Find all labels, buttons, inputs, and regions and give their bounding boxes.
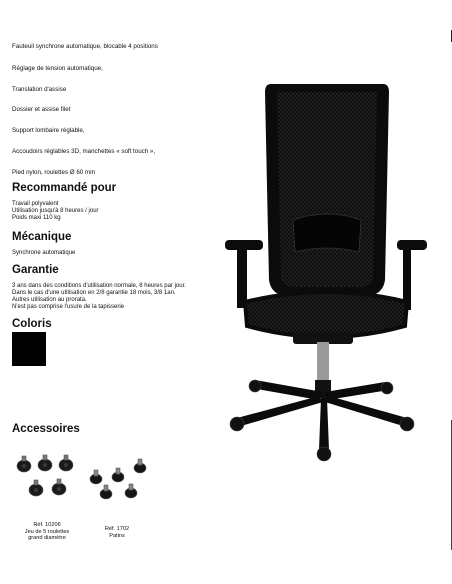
spec-line-synchrone: Fauteuil synchrone automatique, blocable 4 positions <box>12 43 158 50</box>
mecanique-heading: Mécanique <box>12 231 72 243</box>
seat <box>245 292 407 337</box>
recommande-line: Poids maxi 110 kg <box>12 215 61 221</box>
spec-line-lombaire: Support lombaire réglable, <box>12 127 85 134</box>
spec-line-tension: Réglage de tension automatique, <box>12 65 103 72</box>
color-swatch-black <box>12 332 46 366</box>
garantie-line: N'est pas comprise l'usure de la tapisserie <box>12 304 125 310</box>
armrest-left-post <box>237 248 247 308</box>
caption-ref: Réf. 1702 <box>104 526 130 532</box>
garantie-heading: Garantie <box>12 264 59 276</box>
caption-desc: Patins <box>109 532 125 539</box>
lumbar-support <box>293 214 361 252</box>
caption-glides <box>94 526 140 539</box>
garantie-line: Dans le cas d'une utilisation en 2/8 garantie 18 mois, 3/8 1an. <box>12 290 176 296</box>
spec-line-pied: Pied nylon, roulettes Ø 60 mm <box>12 169 96 176</box>
recommande-heading: Recommandé pour <box>12 182 117 194</box>
accessoires-heading: Accessoires <box>12 423 80 435</box>
casters-set-image <box>8 452 92 504</box>
coloris-heading: Coloris <box>12 318 52 330</box>
caption-desc: Jeu de 5 roulettes <box>24 528 70 535</box>
garantie-line: 3 ans dans des conditions d'utilisation normale, 8 heures par jour. <box>12 283 186 289</box>
caption-desc: grand diamètre <box>28 535 66 541</box>
recommande-line: Travail polyvalent <box>12 201 59 207</box>
spec-line-accoudoirs: Accoudoirs réglables 3D, manchettes « soft touch », <box>12 148 156 155</box>
caption-ref: Réf. 10206 <box>33 522 61 528</box>
office-chair-image <box>215 80 435 470</box>
glides-set-image <box>84 452 154 504</box>
garantie-line: Autres utilisation au prorata. <box>12 297 87 303</box>
caption-casters <box>18 522 76 542</box>
armrest-right-pad <box>397 240 427 250</box>
recommande-line: Utilisation jusqu'à 8 heures / jour <box>12 208 99 214</box>
backrest-mesh <box>277 92 377 287</box>
spec-line-filet: Dossier et assise filet <box>12 106 71 113</box>
spec-line-translation: Translation d'assise <box>12 86 67 93</box>
mecanique-line: Synchrone automatique <box>12 250 76 256</box>
